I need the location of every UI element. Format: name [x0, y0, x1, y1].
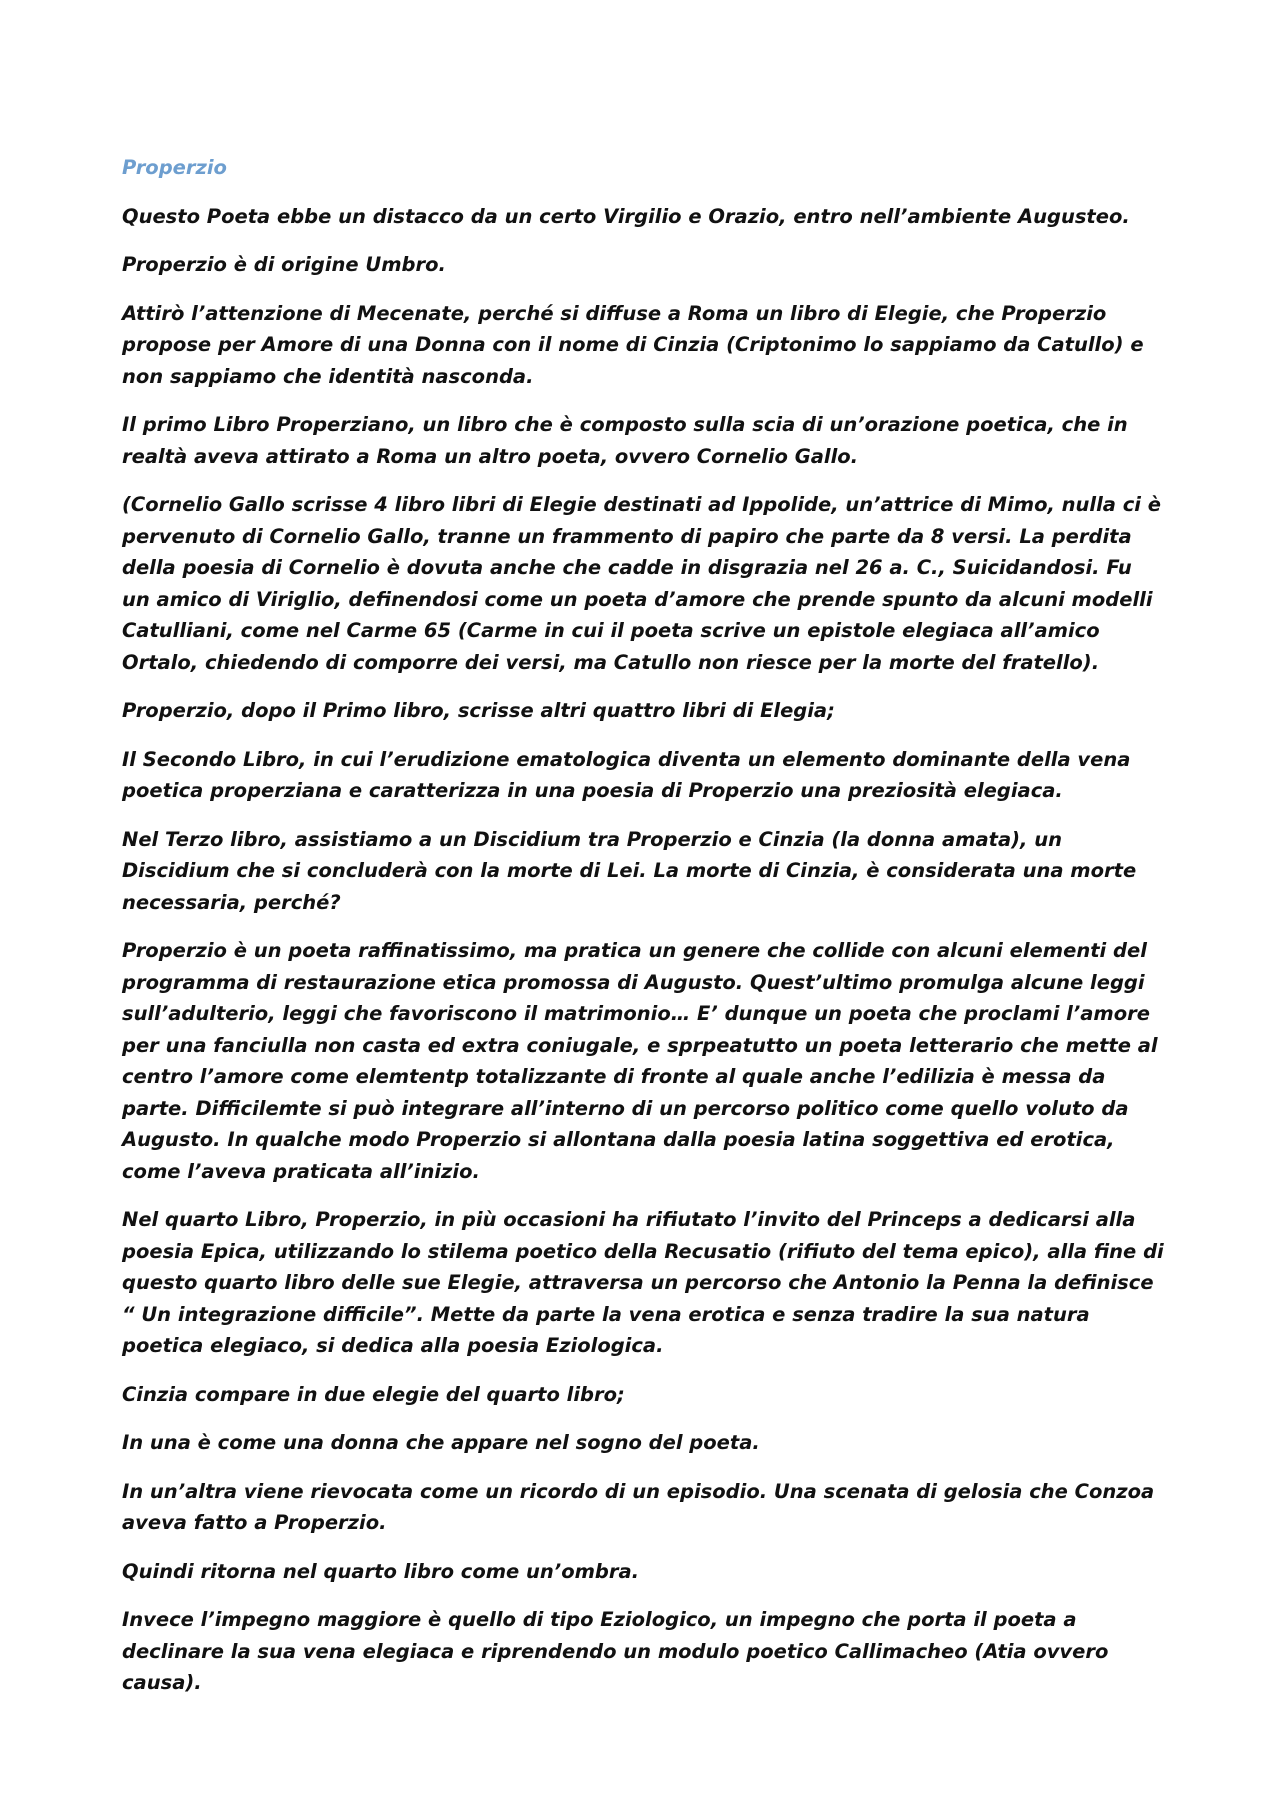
paragraph: Nel Terzo libro, assistiamo a un Discidium tra Properzio e Cinzia (la donna amata), un Discidium che si concluderà con la morte di Lei. La morte di Cinzia, è considerata una morte necessaria, perché?	[122, 827, 1137, 914]
document-title: Properzio	[122, 156, 227, 179]
paragraph: Attirò l’attenzione di Mecenate, perché si diffuse a Roma un libro di Elegie, che Properzio propose per Amore di una Donna con il nome di Cinzia (Criptonimo lo sappiamo da Catullo) e non sappiamo che identità nasconda.	[122, 301, 1144, 388]
paragraph: Invece l’impegno maggiore è quello di tipo Eziologico, un impegno che porta il poeta a declinare la sua vena elegiaca e riprendendo un modulo poetico Callimacheo (Atia ovvero causa).	[122, 1608, 1109, 1694]
document-body	[122, 152, 1164, 1716]
paragraph: Il Secondo Libro, in cui l’erudizione ematologica diventa un elemento dominante della vena poetica properziana e caratterizza in una poesia di Properzio una preziosità elegiaca.	[122, 747, 1131, 802]
paragraph: Properzio è di origine Umbro.	[122, 253, 446, 276]
paragraph: In una è come una donna che appare nel sogno del poeta.	[122, 1431, 760, 1454]
paragraph: Nel quarto Libro, Properzio, in più occasioni ha rifiutato l’invito del Princeps a dedicarsi alla poesia Epica, utilizzando lo stilema poetico della Recusatio (rifiuto del tema epico), alla fine di questo quarto libro delle sue Elegie, attraversa un percorso che Antonio la Penna la definisce “ Un integrazione difficile”. Mette da parte la vena erotica e senza tradire la sua natura poetica elegiaco, si dedica alla poesia Eziologica.	[122, 1208, 1164, 1357]
paragraph: Questo Poeta ebbe un distacco da un certo Virgilio e Orazio, entro nell’ambiente Augusteo.	[122, 204, 1130, 228]
paragraph: Quindi ritorna nel quarto libro come un’ombra.	[122, 1559, 640, 1583]
paragraph: (Cornelio Gallo scrisse 4 libro libri di Elegie destinati ad Ippolide, un’attrice di Mimo, nulla ci è pervenuto di Cornelio Gallo, tranne un frammento di papiro che parte da 8 versi. La perdita della poesia di Cornelio è dovuta anche che cadde in disgrazia nel 26 a. C., Suicidandosi. Fu un amico di Viriglio, definendosi come un poeta d’amore che prende spunto da alcuni modelli Catulliani, come nel Carme 65 (Carme in cui il poeta scrive un epistole elegiaca all’amico Ortalo, chiedendo di comporre dei versi, ma Catullo non riesce per la morte del fratello).	[122, 493, 1162, 674]
paragraph: Il primo Libro Properziano, un libro che è composto sulla scia di un’orazione poetica, che in realtà aveva attirato a Roma un altro poeta, ovvero Cornelio Gallo.	[122, 413, 1128, 468]
paragraph: In un’altra viene rievocata come un ricordo di un episodio. Una scenata di gelosia che Conzoa aveva fatto a Properzio.	[122, 1479, 1155, 1534]
paragraph: Cinzia compare in due elegie del quarto libro;	[122, 1382, 625, 1406]
paragraph: Properzio è un poeta raffinatissimo, ma pratica un genere che collide con alcuni elementi del programma di restaurazione etica promossa di Augusto. Quest’ultimo promulga alcune leggi sull’adulterio, leggi che favoriscono il matrimonio… E’ dunque un poeta che proclami l’amore per una fanciulla non casta ed extra coniugale, e sprpeatutto un poeta letterario che mette al centro l’amore come elemtentp totalizzante di fronte al quale anche l’edilizia è messa da parte. Difficilemte si può integrare all’interno di un percorso politico come quello voluto da Augusto. In qualche modo Properzio si allontana dalla poesia latina soggettiva ed erotica, come l’aveva praticata all’inizio.	[122, 939, 1158, 1183]
paragraph: Properzio, dopo il Primo libro, scrisse altri quattro libri di Elegia;	[122, 699, 835, 722]
